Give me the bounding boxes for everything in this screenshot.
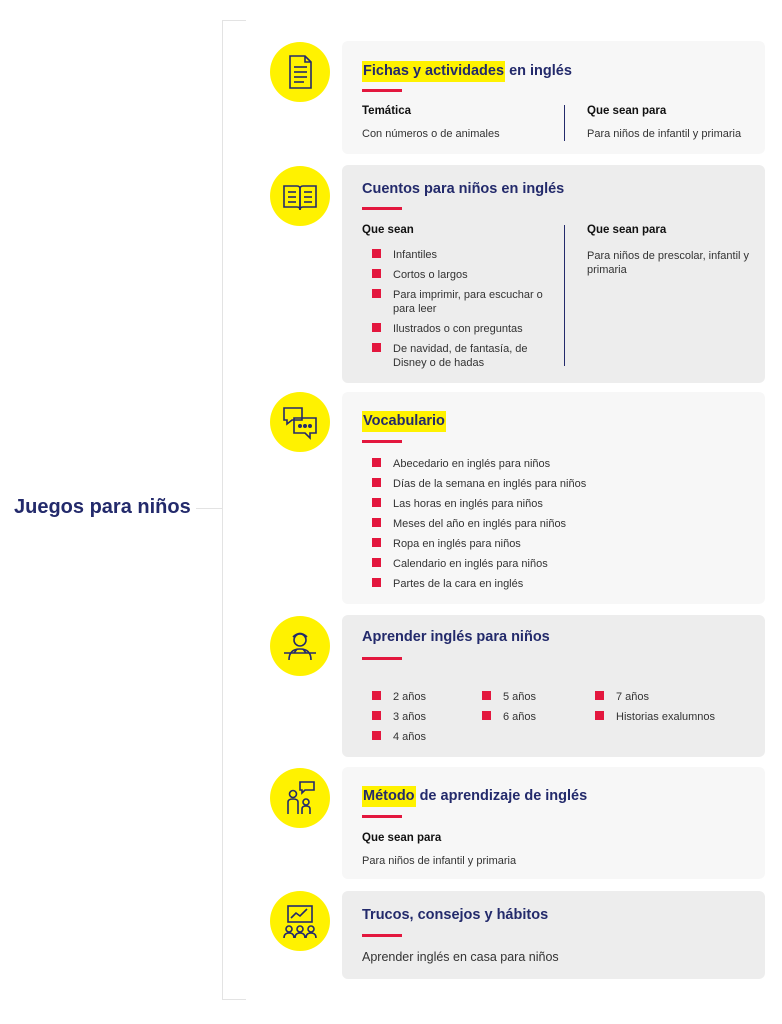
open-book-icon: [270, 166, 330, 226]
list-item[interactable]: 6 años: [481, 710, 581, 724]
column-text: Para niños de prescolar, infantil y primaria: [587, 250, 750, 276]
list-item[interactable]: Calendario en inglés para niños: [371, 557, 631, 571]
bullet-list: [594, 690, 744, 724]
column-heading: Que sean: [362, 224, 414, 236]
red-underline: [362, 657, 402, 660]
chat-bubbles-icon: [270, 392, 330, 452]
presentation-board-icon: [270, 891, 330, 951]
card-text[interactable]: Aprender inglés en casa para niños: [362, 950, 559, 964]
worksheet-icon: [270, 42, 330, 102]
column-text: Para niños de infantil y primaria: [362, 855, 517, 867]
card-vocabulario: [342, 392, 765, 604]
red-underline: [362, 440, 402, 443]
bracket-line: [222, 20, 246, 1000]
list-item[interactable]: Cortos o largos: [371, 268, 551, 282]
card-title[interactable]: Cuentos para niños en inglés: [362, 181, 565, 197]
list-item[interactable]: Las horas en inglés para niños: [371, 497, 631, 511]
card-title[interactable]: Aprender inglés para niños: [362, 629, 550, 645]
bullet-list: [371, 690, 471, 744]
card-title[interactable]: Método de aprendizaje de inglés: [362, 788, 587, 804]
list-item[interactable]: 2 años: [371, 690, 471, 704]
bullet-list: [371, 248, 551, 370]
bullet-list: [371, 457, 631, 591]
list-item[interactable]: Abecedario en inglés para niños: [371, 457, 631, 471]
main-title[interactable]: Juegos para niños: [14, 496, 191, 518]
list-item[interactable]: Meses del año en inglés para niños: [371, 517, 631, 531]
red-underline: [362, 207, 402, 210]
column-divider: [564, 225, 565, 366]
list-item[interactable]: Infantiles: [371, 248, 551, 262]
list-item[interactable]: 4 años: [371, 730, 471, 744]
list-item[interactable]: Partes de la cara en inglés: [371, 577, 631, 591]
card-title[interactable]: Trucos, consejos y hábitos: [362, 907, 549, 923]
list-item[interactable]: 3 años: [371, 710, 471, 724]
list-item[interactable]: Días de la semana en inglés para niños: [371, 477, 631, 491]
column-heading: Que sean para: [587, 224, 667, 236]
card-fichas: [342, 41, 765, 154]
list-item[interactable]: Historias exalumnos: [594, 710, 744, 724]
list-item[interactable]: 7 años: [594, 690, 744, 704]
list-item[interactable]: De navidad, de fantasía, de Disney o de hadas: [371, 342, 551, 370]
card-cuentos: [342, 165, 765, 383]
red-underline: [362, 934, 402, 937]
column-text: Para niños de infantil y primaria: [587, 128, 742, 140]
teacher-child-icon: [270, 768, 330, 828]
list-item[interactable]: Para imprimir, para escuchar o para leer: [371, 288, 551, 316]
column-heading: Que sean para: [362, 832, 442, 844]
card-trucos: [342, 891, 765, 979]
list-item[interactable]: 5 años: [481, 690, 581, 704]
connector-line: [196, 508, 222, 509]
column-heading: Temática: [362, 105, 412, 117]
column-text: Con números o de animales: [362, 128, 500, 140]
column-divider: [564, 105, 565, 141]
student-icon: [270, 616, 330, 676]
card-title[interactable]: Vocabulario: [362, 413, 446, 429]
red-underline: [362, 815, 402, 818]
card-aprender: [342, 615, 765, 757]
list-item[interactable]: Ilustrados o con preguntas: [371, 322, 551, 336]
card-title[interactable]: Fichas y actividades en inglés: [362, 63, 572, 79]
column-heading: Que sean para: [587, 105, 667, 117]
list-item[interactable]: Ropa en inglés para niños: [371, 537, 631, 551]
red-underline: [362, 89, 402, 92]
bullet-list: [481, 690, 581, 724]
card-metodo: [342, 767, 765, 879]
